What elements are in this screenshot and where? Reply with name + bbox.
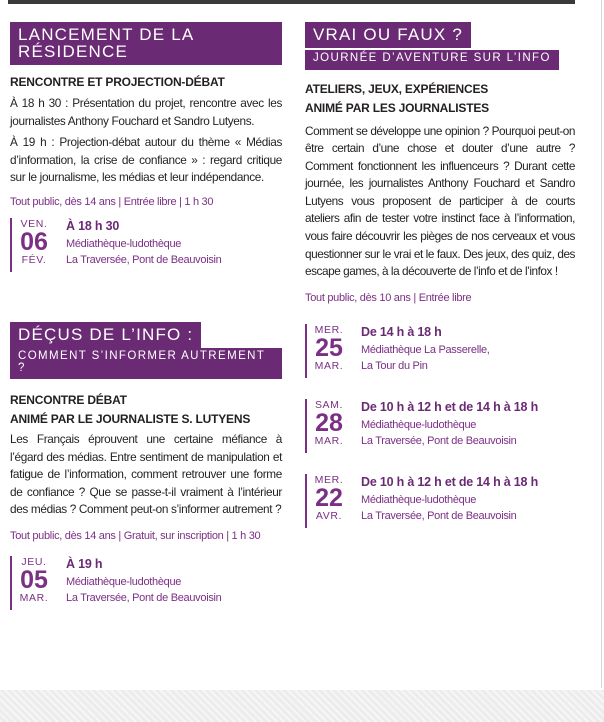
event-paragraph: Comment se développe une opinion ? Pourquoi peut-on être certain d’une chose et douter d’une autre ? Comment fonctionnent les influenceurs ? Durant cette journée, les journalistes Anthony Fouchard et Sandro Lutyens vous proposent de participer à de courts ateliers afin de tester votre instinct face à l’information, vous faire découvrir les pièges de nos cerveaux et vous questionner sur le vrai et le faux. Des jeux, des quiz, des escape games, à la découverte de l’info et de l’infox !	[305, 123, 575, 279]
date-details	[361, 324, 576, 374]
date-details	[66, 218, 266, 268]
date-time: De 10 h à 12 h et de 14 h à 18 h	[361, 400, 539, 414]
event-subtitle-host: ANIMÉ PAR LES JOURNALISTES	[305, 100, 489, 115]
date-month: AVR.	[315, 510, 343, 522]
date-time: À 18 h 30	[66, 219, 120, 233]
date-day: 05	[20, 566, 48, 594]
date-time: À 19 h	[66, 557, 103, 571]
date-day: 22	[315, 484, 343, 512]
date-calendar	[14, 556, 54, 605]
event-title-sub: JOURNÉE D’AVENTURE SUR L’INFO	[305, 50, 559, 70]
date-calendar	[309, 399, 349, 448]
date-calendar	[309, 324, 349, 373]
event-date	[305, 474, 539, 528]
page-footer-band	[0, 690, 604, 722]
date-day: 25	[315, 334, 343, 362]
event-title: VRAI OU FAUX ?	[305, 22, 471, 48]
event-audience-info: Tout public, dès 14 ans | Entrée libre | 1 h 30	[10, 195, 214, 208]
date-day: 06	[20, 228, 48, 256]
date-venue: Médiathèque-ludothèque	[361, 419, 477, 431]
event-title: DÉÇUS DE L’INFO :	[10, 322, 201, 348]
date-weekday: JEU.	[21, 556, 47, 568]
event-subtitle-host: ANIMÉ PAR LE JOURNALISTE S. LUTYENS	[10, 412, 251, 426]
event-audience-info: Tout public, dès 10 ans | Entrée libre	[305, 291, 472, 304]
top-rule	[8, 0, 575, 4]
right-edge-rule	[601, 0, 602, 688]
event-subtitle: ATELIERS, JEUX, EXPÉRIENCES	[305, 81, 489, 96]
event-subtitle: RENCONTRE ET PROJECTION-DÉBAT	[10, 75, 225, 89]
date-month: FÉV.	[21, 254, 47, 266]
event-paragraph: À 19 h : Projection-débat autour du thème « Médias d’information, la crise de confiance » : regard critique sur le journalisme, les médias et leur indépendance.	[10, 135, 282, 185]
date-weekday: VEN.	[20, 218, 48, 230]
date-venue-address: La Traversée, Pont de Beauvoisin	[361, 509, 517, 522]
date-weekday: SAM.	[314, 399, 344, 411]
date-time: De 10 h à 12 h et de 14 h à 18 h	[361, 475, 539, 489]
event-paragraph: À 18 h 30 : Présentation du projet, rencontre avec les journalistes Anthony Fouchard et Sandro Lutyens.	[10, 96, 282, 128]
event-date	[305, 399, 539, 453]
date-weekday: MER.	[314, 474, 344, 486]
date-venue: Médiathèque-ludothèque	[66, 576, 182, 588]
event-date	[305, 324, 490, 378]
date-time: De 14 h à 18 h	[361, 325, 442, 339]
date-details	[66, 556, 266, 606]
date-month: MAR.	[19, 592, 49, 604]
event-subtitle: RENCONTRE DÉBAT	[10, 393, 127, 407]
event-date	[10, 556, 222, 610]
date-details	[361, 474, 576, 524]
date-venue-address: La Traversée, Pont de Beauvoisin	[66, 253, 222, 266]
date-month: MAR.	[314, 435, 344, 447]
date-weekday: MER.	[314, 324, 344, 336]
date-venue-address: La Tour du Pin	[361, 359, 428, 372]
event-date	[10, 218, 222, 272]
event-audience-info: Tout public, dès 14 ans | Gratuit, sur inscription | 1 h 30	[10, 529, 261, 542]
event-true-false	[305, 22, 575, 304]
date-day: 28	[315, 409, 343, 437]
date-venue: Médiathèque-ludothèque	[361, 494, 477, 506]
event-debate	[10, 322, 282, 542]
date-venue: Médiathèque La Passerelle,	[361, 344, 490, 356]
date-venue-address: La Traversée, Pont de Beauvoisin	[361, 434, 517, 447]
date-calendar	[309, 474, 349, 523]
date-venue-address: La Traversée, Pont de Beauvoisin	[66, 591, 222, 604]
date-month: MAR.	[314, 360, 344, 372]
date-details	[361, 399, 576, 449]
event-title: LANCEMENT DE LA RÉSIDENCE	[10, 22, 282, 65]
event-title-sub: COMMENT S’INFORMER AUTREMENT ?	[10, 348, 282, 379]
date-calendar	[14, 218, 54, 267]
event-paragraph: Les Français éprouvent une certaine méfiance à l’égard des médias. Entre sentiment de manipulation et fatigue de l’information, comment retrouver une forme de confiance ? Que se passe-t-il vraiment à l’intérieur des médias ? Comment peut-on s’informer autrement ?	[10, 432, 282, 517]
event-launch	[10, 22, 282, 208]
date-venue: Médiathèque-ludothèque	[66, 238, 182, 250]
